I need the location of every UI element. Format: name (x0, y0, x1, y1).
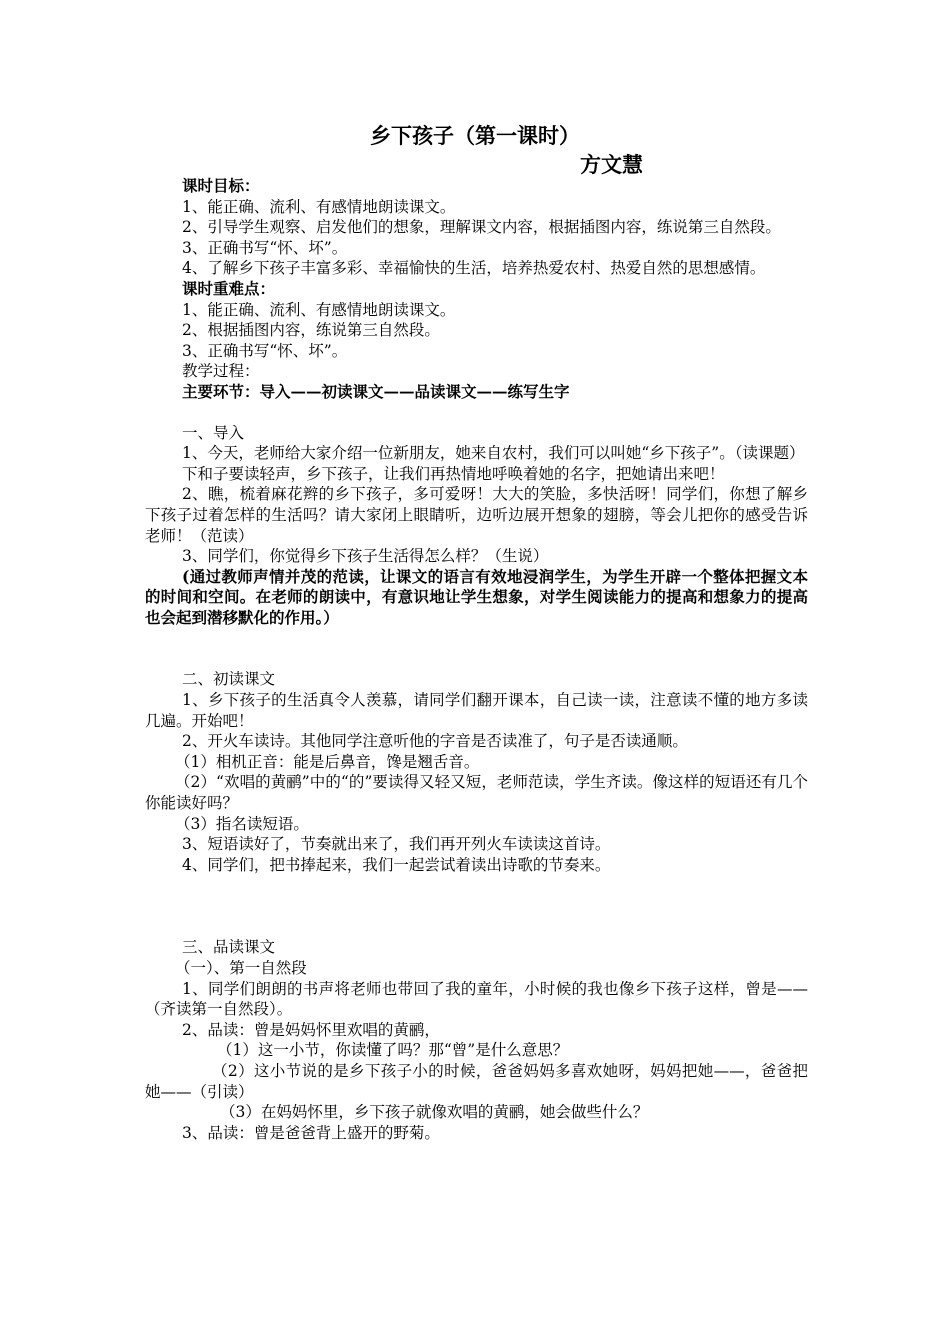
paragraph: （1）这一小节，你读懂了吗？那“曾”是什么意思？ (217, 1041, 569, 1060)
keypoint-item: 3、正确书写“怀、坏”。 (182, 341, 348, 360)
keypoints-heading: 课时重难点： (182, 278, 276, 298)
keypoint-item: 2、根据插图内容，练说第三自然段。 (182, 321, 440, 340)
paragraph: 2、品读：曾是妈妈怀里欢唱的黄鹂， (182, 1020, 440, 1039)
main-steps: 主要环节：导入——初读课文——品读课文——练写生字 (182, 381, 570, 401)
paragraph: 1、乡下孩子的生活真令人羡慕，请同学们翻开课本，自己读一读，注意读不懂的地方多读几遍。开始吧！ (145, 691, 808, 730)
goal-item: 3、正确书写“怀、坏”。 (182, 238, 348, 257)
paragraph: 1、同学们朗朗的书声将老师也带回了我的童年，小时候的我也像乡下孩子这样，曾是——（齐读第一自然段）。 (145, 979, 808, 1019)
paragraph: 3、品读：曾是爸爸背上盛开的野菊。 (182, 1123, 440, 1142)
process-heading: 教学过程： (182, 362, 260, 381)
paragraph: 3、同学们，你觉得乡下孩子生活得怎么样？（生说） (182, 547, 549, 566)
section3-heading: 三、品读课文 (182, 938, 276, 957)
goals-heading: 课时目标： (182, 176, 260, 195)
goal-item: 4、了解乡下孩子丰富多彩、幸福愉快的生活，培养热爱农村、热爱自然的思想感情。 (182, 259, 766, 278)
goal-item: 1、能正确、流利、有感情地朗读课文。 (182, 197, 456, 216)
paragraph: 下和子要读轻声，乡下孩子，让我们再热情地呼唤着她的名字，把她请出来吧！ (182, 464, 725, 483)
paragraph: 3、短语读好了，节奏就出来了，我们再开列火车读读这首诗。 (182, 835, 611, 854)
paragraph: （2）“欢唱的黄鹂”中的“的”要读得又轻又短，老师范读，学生齐读。像这样的短语还有几个你能读好吗？ (145, 773, 808, 813)
subsection-heading: （一）、第一自然段 (175, 959, 307, 977)
author-name: 方文慧 (580, 152, 643, 177)
paragraph: 1、今天，老师给大家介绍一位新朋友，她来自农村，我们可以叫她“乡下孩子”。（读课题） (182, 444, 805, 463)
teaching-note: (通过教师声情并茂的范读，让课文的语言有效地浸润学生，为学生开辟一个整体把握文本的时间和空间。在老师的朗读中，有意识地让学生想象，对学生阅读能力的提高和想象力的提高也会起到潜移默化的作用。） (145, 566, 808, 627)
paragraph: 4、同学们，把书捧起来，我们一起尝试着读出诗歌的节奏来。 (182, 855, 611, 874)
paragraph: （3）在妈妈怀里，乡下孩子就像欢唱的黄鹂，她会做些什么？ (220, 1103, 649, 1122)
goal-item: 2、引导学生观察、启发他们的想象，理解课文内容，根据插图内容，练说第三自然段。 (182, 218, 781, 237)
document-title: 乡下孩子（第一课时） (370, 123, 580, 148)
section1-heading: 一、导入 (182, 423, 245, 442)
document-body (145, 176, 808, 1143)
paragraph: 2、开火车读诗。其他同学注意听他的字音是否读准了，句子是否读通顺。 (182, 732, 688, 751)
section2-heading: 二、初读课文 (182, 670, 276, 689)
paragraph: （2）这小节说的是乡下孩子小的时候，爸爸妈妈多喜欢她呀，妈妈把她——，爸爸把她——（引读） (145, 1061, 808, 1101)
keypoint-item: 1、能正确、流利、有感情地朗读课文。 (182, 300, 456, 319)
paragraph: 2、瞧，梳着麻花辫的乡下孩子，多可爱呀！大大的笑脸，多快活呀！同学们，你想了解乡下孩子过着怎样的生活吗？请大家闭上眼睛听，边听边展开想象的翅膀，等会儿把你的感受告诉老师！（范读） (145, 485, 808, 545)
paragraph: （3）指名读短语。 (175, 814, 309, 833)
paragraph: （1）相机正音：能是后鼻音，馋是翘舌音。 (175, 752, 480, 771)
